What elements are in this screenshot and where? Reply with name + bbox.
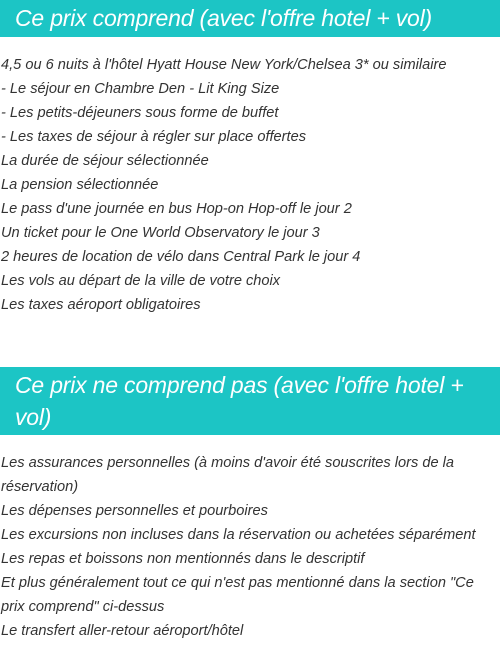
list-item: - Les taxes de séjour à régler sur place offertes: [1, 129, 307, 145]
list-item: Les assurances personnelles (à moins d'avoir été souscrites lors de la réservation): [1, 455, 454, 495]
list-item: 4,5 ou 6 nuits à l'hôtel Hyatt House New York/Chelsea 3* ou similaire: [1, 57, 447, 73]
list-item: Le pass d'une journée en bus Hop-on Hop-off le jour 2: [1, 201, 352, 217]
list-item: La durée de séjour sélectionnée: [1, 153, 209, 169]
list-item: La pension sélectionnée: [1, 177, 159, 193]
list-item: Les dépenses personnelles et pourboires: [1, 503, 268, 519]
included-section: [0, 0, 500, 317]
included-section-title: Ce prix comprend (avec l'offre hotel + vol): [0, 0, 500, 37]
list-item: 2 heures de location de vélo dans Central Park le jour 4: [1, 249, 361, 265]
included-list: [0, 53, 500, 317]
excluded-list: [0, 451, 500, 643]
section-spacer: [0, 317, 500, 367]
list-item: - Les petits-déjeuners sous forme de buffet: [1, 105, 279, 121]
list-item: - Le séjour en Chambre Den - Lit King Size: [1, 81, 280, 97]
excluded-section: [0, 367, 500, 643]
excluded-section-title: Ce prix ne comprend pas (avec l'offre hotel + vol): [0, 367, 500, 435]
list-item: Le transfert aller-retour aéroport/hôtel: [1, 623, 244, 639]
list-item: Et plus généralement tout ce qui n'est pas mentionné dans la section "Ce prix comprend" ci-dessus: [1, 575, 474, 615]
list-item: Les taxes aéroport obligatoires: [1, 297, 201, 313]
list-item: Les vols au départ de la ville de votre choix: [1, 273, 281, 289]
list-item: Les excursions non incluses dans la réservation ou achetées séparément: [1, 527, 476, 543]
list-item: Les repas et boissons non mentionnés dans le descriptif: [1, 551, 365, 567]
list-item: Un ticket pour le One World Observatory le jour 3: [1, 225, 320, 241]
